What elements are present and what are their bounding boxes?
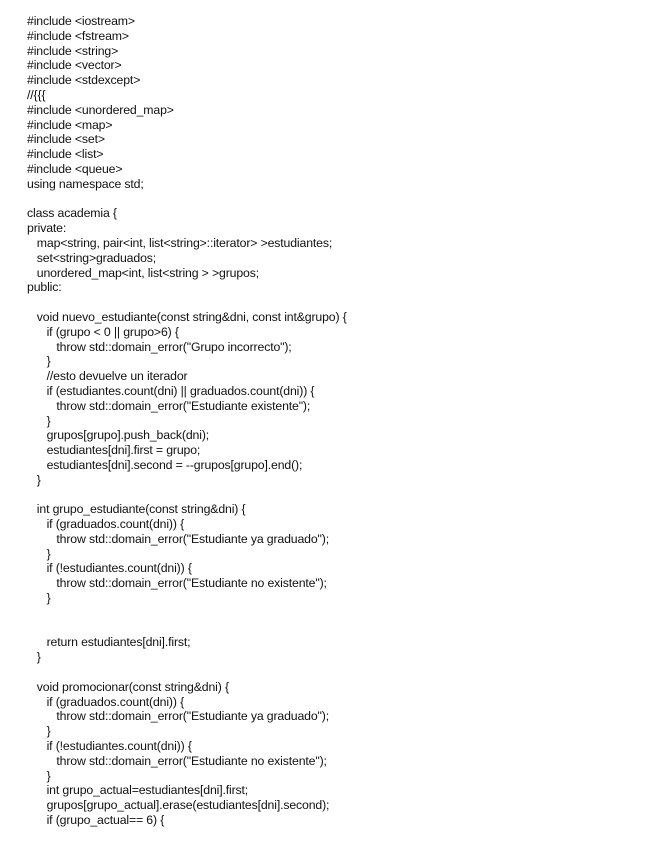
code-line: //{{{ [27,87,46,102]
code-line: #include <vector> [27,58,122,73]
code-line: } [27,472,41,487]
code-line: } [27,546,51,561]
code-line: } [27,354,51,369]
code-line: class academia { [27,206,117,221]
code-line: if (grupo < 0 || grupo>6) { [27,324,179,339]
code-line: grupos[grupo].push_back(dni); [27,428,210,443]
code-listing [27,14,647,828]
code-line [27,621,647,636]
code-line: unordered_map<int, list<string > >grupos; [27,265,259,280]
code-line: map<string, pair<int, list<string>::iterator> >estudiantes; [27,235,333,250]
code-line: set<string>graduados; [27,250,157,265]
code-line [27,606,647,621]
code-line: if (estudiantes.count(dni) || graduados.count(dni)) { [27,383,315,398]
code-line: if (graduados.count(dni)) { [27,517,185,532]
code-line: if (!estudiantes.count(dni)) { [27,739,192,754]
code-line: } [27,650,41,665]
code-line: #include <map> [27,117,113,132]
code-line: } [27,591,51,606]
code-line: #include <iostream> [27,14,135,28]
code-line: throw std::domain_error("Estudiante existente"); [27,398,311,413]
code-line: #include <set> [27,132,105,147]
code-line: void nuevo_estudiante(const string&dni, const int&grupo) { [27,309,347,324]
code-line: } [27,724,51,739]
code-line: if (grupo_actual== 6) { [27,813,165,828]
code-line: private: [27,221,67,236]
code-line: int grupo_actual=estudiantes[dni].first; [27,783,249,798]
code-line: throw std::domain_error("Grupo incorrecto"); [27,339,292,354]
code-line: } [27,413,51,428]
code-line: //esto devuelve un iterador [27,369,188,384]
code-line: estudiantes[dni].first = grupo; [27,443,201,458]
code-line: estudiantes[dni].second = --grupos[grupo].end(); [27,457,303,472]
code-line: grupos[grupo_actual].erase(estudiantes[dni].second); [27,798,330,813]
code-line: return estudiantes[dni].first; [27,635,191,650]
code-line: if (!estudiantes.count(dni)) { [27,561,192,576]
code-line: #include <list> [27,147,104,162]
code-line [27,488,647,503]
code-line: #include <stdexcept> [27,73,141,88]
code-line: #include <unordered_map> [27,102,174,117]
code-line: } [27,768,51,783]
code-line: #include <fstream> [27,28,129,43]
code-line [27,665,647,680]
code-line: int grupo_estudiante(const string&dni) { [27,502,246,517]
code-line: throw std::domain_error("Estudiante no existente"); [27,576,327,591]
code-line [27,295,647,310]
code-line [27,192,647,207]
code-line: throw std::domain_error("Estudiante ya graduado"); [27,709,329,724]
code-line: throw std::domain_error("Estudiante ya graduado"); [27,531,329,546]
code-line: #include <string> [27,43,119,58]
code-line: if (graduados.count(dni)) { [27,694,185,709]
code-line: public: [27,280,62,295]
code-line: void promocionar(const string&dni) { [27,679,229,694]
code-line: throw std::domain_error("Estudiante no existente"); [27,753,327,768]
code-line: using namespace std; [27,176,144,191]
code-line: #include <queue> [27,161,123,176]
